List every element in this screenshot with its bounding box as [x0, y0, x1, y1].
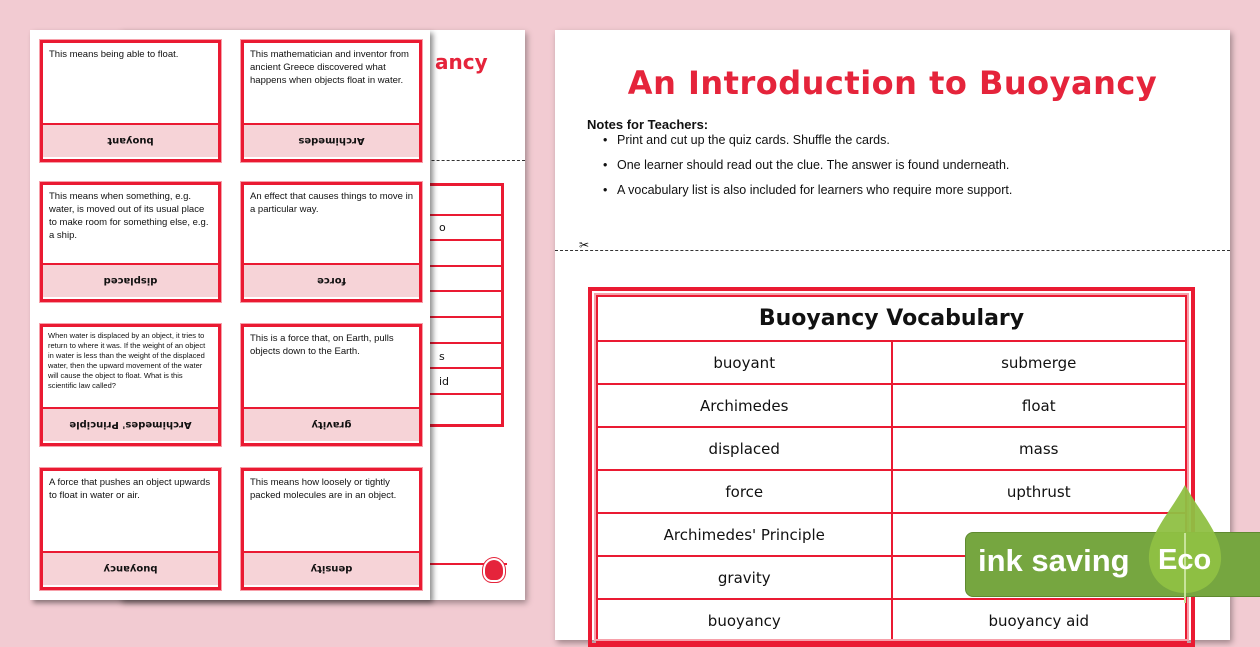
- quiz-card: [40, 182, 221, 302]
- note-item: • A vocabulary list is also included for learners who require more support.: [603, 183, 1012, 208]
- page-title: An Introduction to Buoyancy: [627, 64, 1158, 102]
- quiz-card: [40, 468, 221, 590]
- card-clue: This is a force that, on Earth, pulls objects down to the Earth.: [244, 327, 419, 409]
- vocab-cell: buoyancy: [598, 600, 893, 641]
- quiz-card: [40, 324, 221, 446]
- table-text-fragment: s: [439, 350, 445, 363]
- card-answer: gravity: [244, 409, 419, 441]
- table-row: [596, 385, 1187, 428]
- vocabulary-title: Buoyancy Vocabulary: [596, 295, 1187, 342]
- card-clue: A force that pushes an object upwards to float in water or air.: [43, 471, 218, 553]
- vocab-cell: gravity: [598, 557, 893, 598]
- card-clue: When water is displaced by an object, it tries to return to where it was. If the weight of an object in water is less than the weight of the displaced water, then the upward movement of the water will cause the object to float. What is this scientific law called?: [43, 327, 218, 409]
- quiz-card: [241, 182, 422, 302]
- card-clue: This means when something, e.g. water, is moved out of its usual place to make room for something else, e.g. a ship.: [43, 185, 218, 265]
- table-row: [596, 428, 1187, 471]
- table-row: [596, 342, 1187, 385]
- card-answer: buoyancy: [43, 553, 218, 585]
- quiz-card: [241, 324, 422, 446]
- quiz-card: [241, 468, 422, 590]
- vocab-cell: Archimedes' Principle: [598, 514, 893, 555]
- card-answer: Archimedes: [244, 125, 419, 157]
- scissors-icon: ✂: [579, 238, 590, 252]
- card-clue: This means how loosely or tightly packed molecules are in an object.: [244, 471, 419, 553]
- page-title-fragment: ancy: [435, 50, 488, 74]
- note-item: • Print and cut up the quiz cards. Shuffle the cards.: [603, 133, 1012, 158]
- vocab-cell: Archimedes: [598, 385, 893, 426]
- table-text-fragment: id: [439, 375, 450, 388]
- card-answer: displaced: [43, 265, 218, 297]
- notes-list: [603, 133, 1012, 208]
- card-clue: An effect that causes things to move in a particular way.: [244, 185, 419, 265]
- quiz-cards-page: [30, 30, 430, 600]
- notes-heading: Notes for Teachers:: [587, 117, 709, 132]
- vocab-cell: float: [1021, 396, 1056, 415]
- card-answer: force: [244, 265, 419, 297]
- vocab-cell: force: [598, 471, 893, 512]
- vocab-cell: displaced: [598, 428, 893, 469]
- publisher-logo: [483, 558, 505, 582]
- table-row: [596, 600, 1187, 643]
- vocab-cell: buoyant: [598, 342, 893, 383]
- vocab-cell: buoyancy aid: [988, 611, 1090, 630]
- table-text-fragment: o: [439, 221, 446, 234]
- vocab-cell: upthrust: [1006, 482, 1071, 501]
- card-answer: density: [244, 553, 419, 585]
- cut-line: [555, 250, 1230, 251]
- quiz-card: [241, 40, 422, 162]
- vocab-cell: mass: [1019, 439, 1059, 458]
- eco-label: Eco: [1158, 544, 1212, 576]
- card-clue: This means being able to float.: [43, 43, 218, 125]
- table-row: [596, 471, 1187, 514]
- vocab-cell: submerge: [1001, 353, 1077, 372]
- note-item: • One learner should read out the clue. The answer is found underneath.: [603, 158, 1012, 183]
- badge-text: ink saving: [978, 543, 1130, 578]
- leaf-icon: [1145, 483, 1225, 603]
- card-clue: This mathematician and inventor from ancient Greece discovered what happens when objects float in water.: [244, 43, 419, 125]
- card-answer: Archimedes' Principle: [43, 409, 218, 441]
- quiz-card: [40, 40, 221, 162]
- card-answer: buoyant: [43, 125, 218, 157]
